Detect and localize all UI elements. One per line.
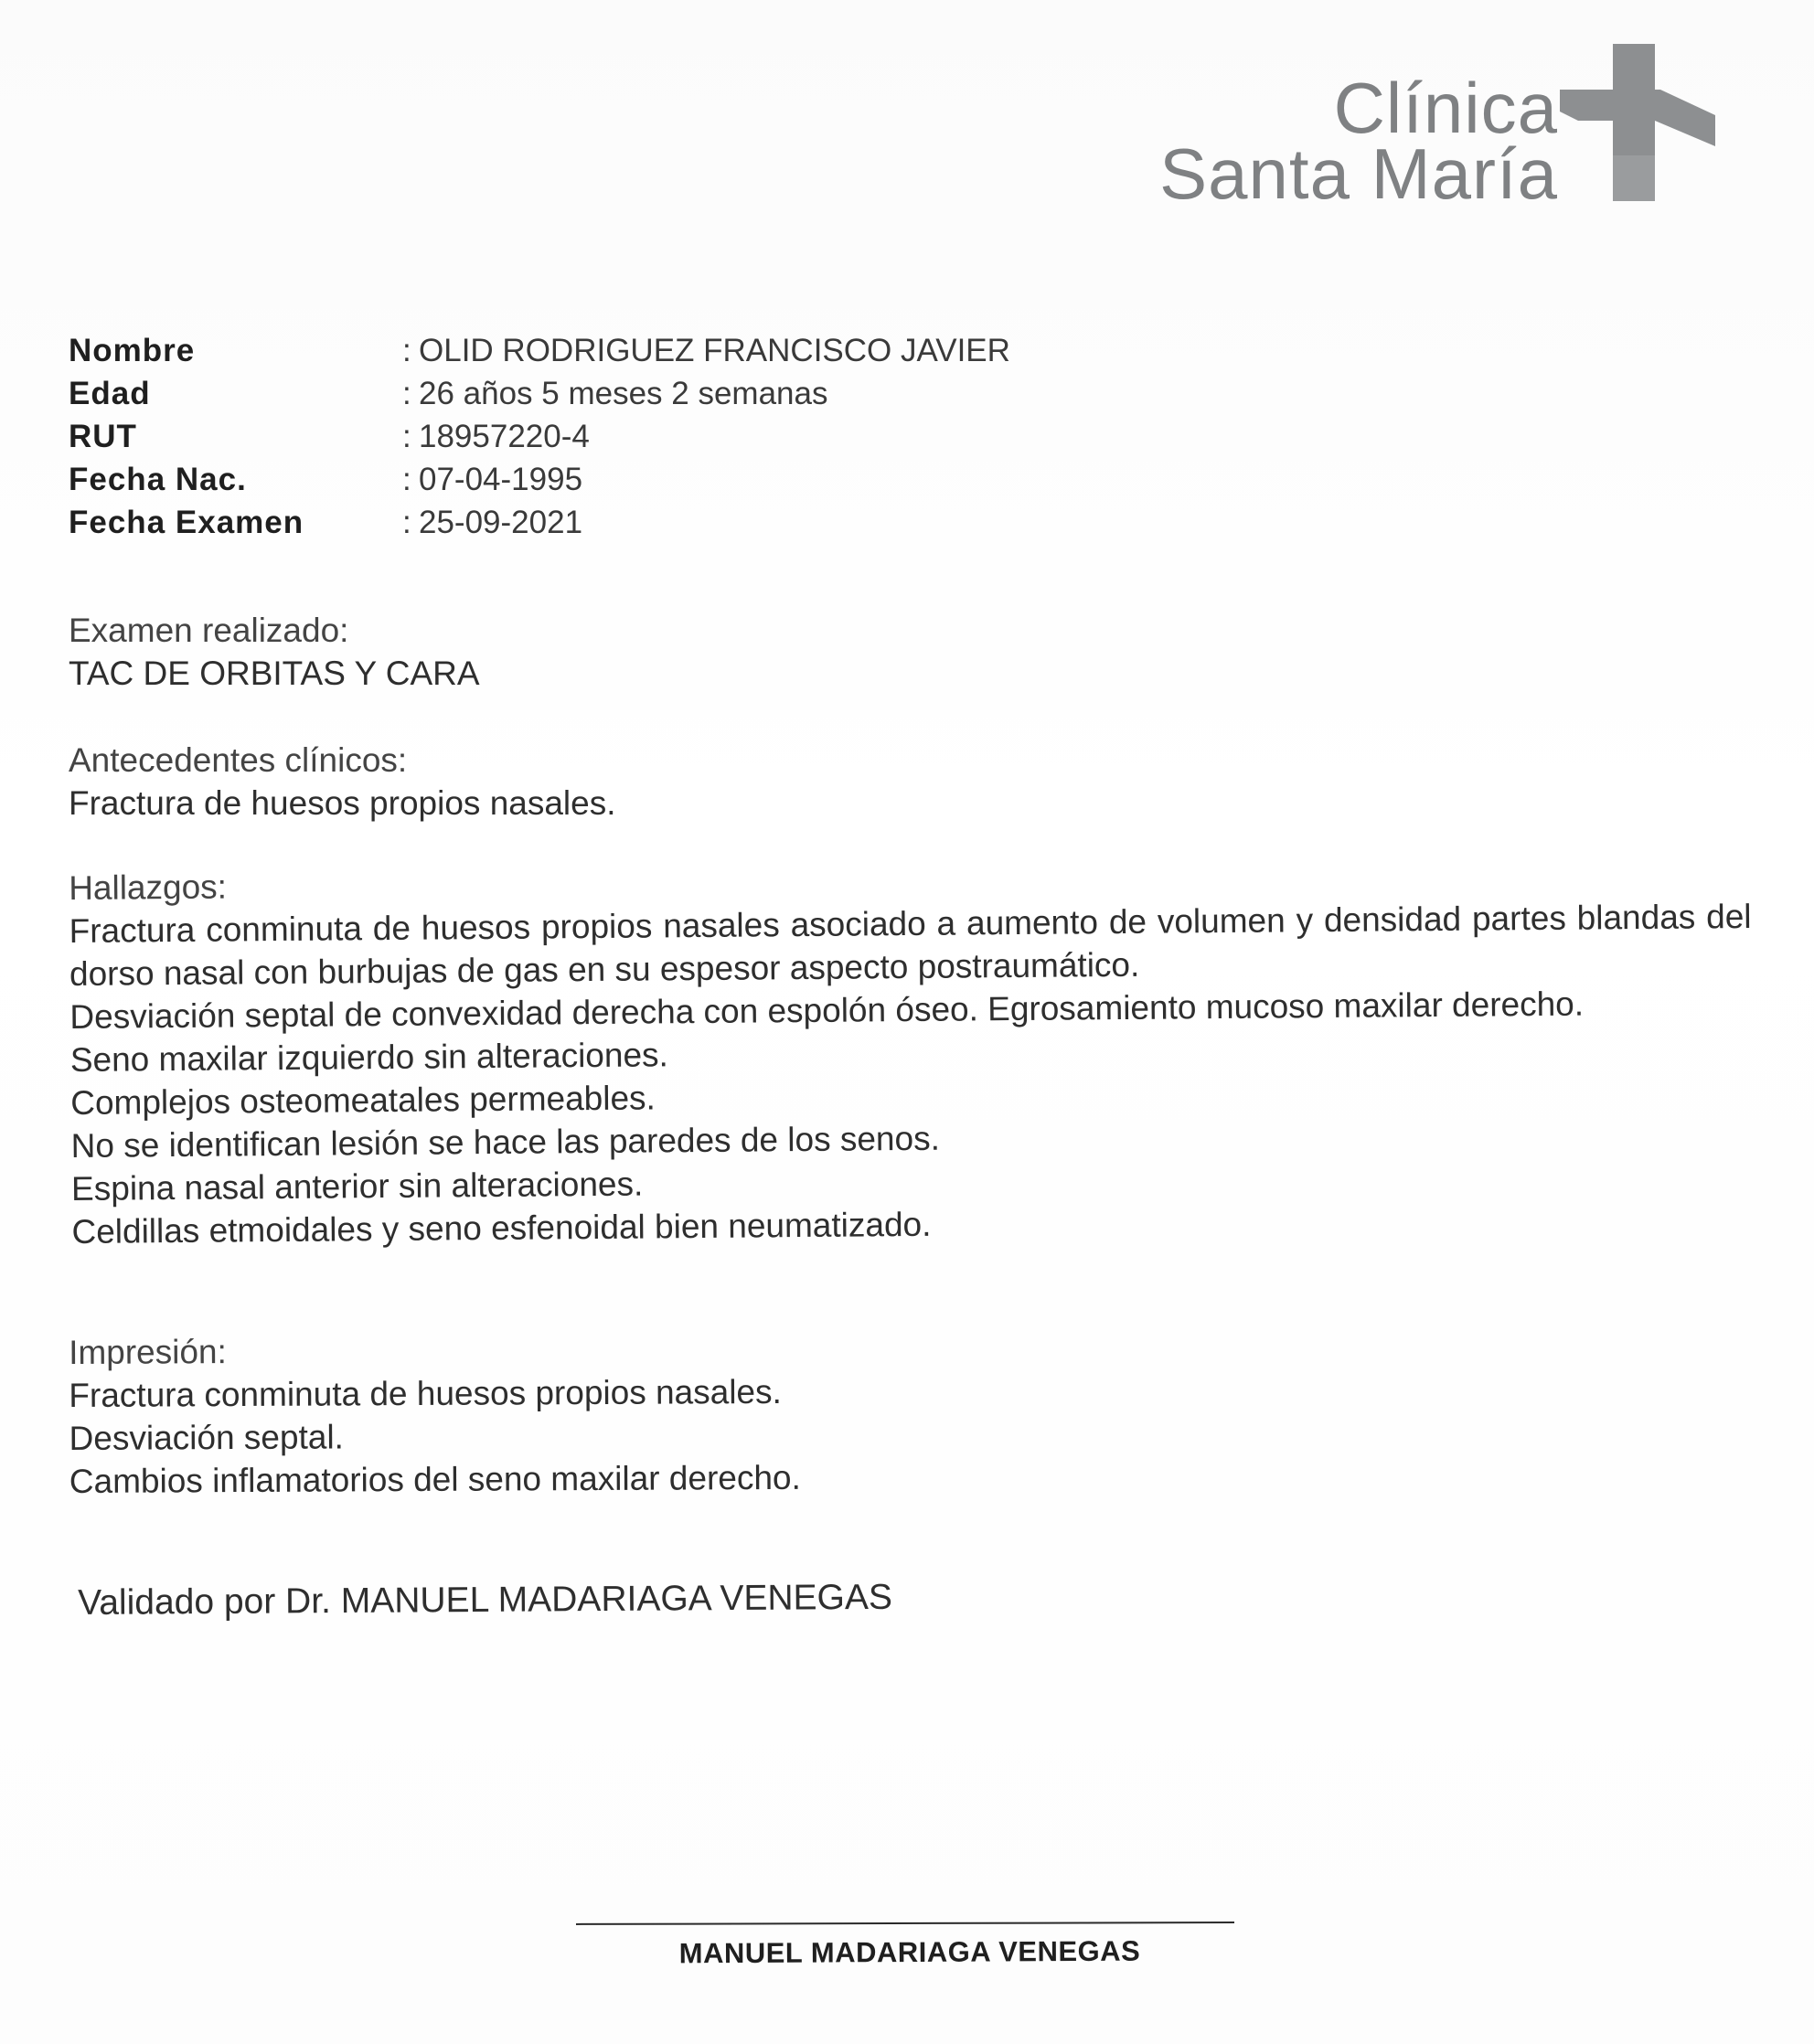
patient-row-name: Nombre : OLID RODRIGUEZ FRANCISCO JAVIER bbox=[69, 332, 1010, 368]
hallazgos-line: Seno maxilar izquierdo sin alteraciones. bbox=[69, 1036, 669, 1079]
clinic-logo-line1: Clínica bbox=[1333, 68, 1558, 148]
patient-examdate-value: 25-09-2021 bbox=[419, 504, 583, 540]
hallazgos-section bbox=[69, 852, 1755, 1253]
patient-row-age: Edad : 26 años 5 meses 2 semanas bbox=[69, 375, 828, 411]
exam-text: TAC DE ORBITAS Y CARA bbox=[69, 655, 480, 692]
patient-birthdate-value: 07-04-1995 bbox=[419, 461, 583, 497]
impresion-line: Cambios inflamatorios del seno maxilar derecho. bbox=[69, 1458, 801, 1500]
patient-label: RUT bbox=[69, 418, 137, 454]
validated-by: Validado por Dr. MANUEL MADARIAGA VENEGAS bbox=[78, 1577, 893, 1623]
hallazgos-line: Desviación septal de convexidad derecha con espolón óseo. Egrosamiento mucoso maxilar derecho. bbox=[69, 985, 1585, 1036]
patient-label: Nombre bbox=[69, 332, 196, 368]
patient-label: Fecha Examen bbox=[69, 504, 304, 540]
hallazgos-line: No se identifican lesión se hace las paredes de los senos. bbox=[70, 1119, 941, 1165]
hallazgos-heading: Hallazgos: bbox=[69, 868, 228, 907]
patient-age-value: 26 años 5 meses 2 semanas bbox=[419, 375, 828, 411]
hallazgos-line: Fractura conminuta de huesos propios nasales asociado a aumento de volumen y densidad partes blandas del dorso nasal con burbujas de gas en su espesor aspecto postraumático. bbox=[69, 897, 1752, 993]
impresion-section bbox=[69, 1322, 1752, 1503]
signature-name: MANUEL MADARIAGA VENEGAS bbox=[678, 1934, 1141, 1970]
patient-label: Fecha Nac. bbox=[69, 461, 247, 497]
antecedentes-heading: Antecedentes clínicos: bbox=[69, 741, 408, 779]
antecedentes-text: Fractura de huesos propios nasales. bbox=[69, 784, 616, 822]
patient-name-value: OLID RODRIGUEZ FRANCISCO JAVIER bbox=[419, 332, 1010, 368]
hallazgos-line: Celdillas etmoidales y seno esfenoidal bien neumatizado. bbox=[71, 1205, 932, 1251]
patient-info bbox=[69, 329, 1257, 544]
patient-label: Edad bbox=[69, 375, 151, 411]
patient-row-rut: RUT : 18957220-4 bbox=[69, 418, 590, 454]
exam-section bbox=[69, 609, 1751, 695]
hallazgos-line: Complejos osteomeatales permeables. bbox=[70, 1079, 656, 1122]
hallazgos-line: Espina nasal anterior sin alteraciones. bbox=[70, 1165, 644, 1208]
exam-heading: Examen realizado: bbox=[69, 612, 349, 649]
impresion-heading: Impresión: bbox=[69, 1333, 227, 1371]
impresion-line: Fractura conminuta de huesos propios nasales. bbox=[69, 1372, 782, 1414]
clinic-logo-line2: Santa María bbox=[1159, 133, 1558, 214]
antecedentes-section bbox=[69, 739, 1751, 825]
cross-icon bbox=[1560, 44, 1715, 201]
patient-row-examdate: Fecha Examen : 25-09-2021 bbox=[69, 504, 583, 540]
signature-line bbox=[576, 1922, 1234, 1925]
clinic-logo-text bbox=[1159, 68, 1558, 214]
clinic-logo bbox=[1143, 44, 1728, 218]
impresion-line: Desviación septal. bbox=[69, 1418, 344, 1457]
patient-rut-value: 18957220-4 bbox=[419, 418, 590, 454]
patient-row-birthdate: Fecha Nac. : 07-04-1995 bbox=[69, 461, 583, 497]
